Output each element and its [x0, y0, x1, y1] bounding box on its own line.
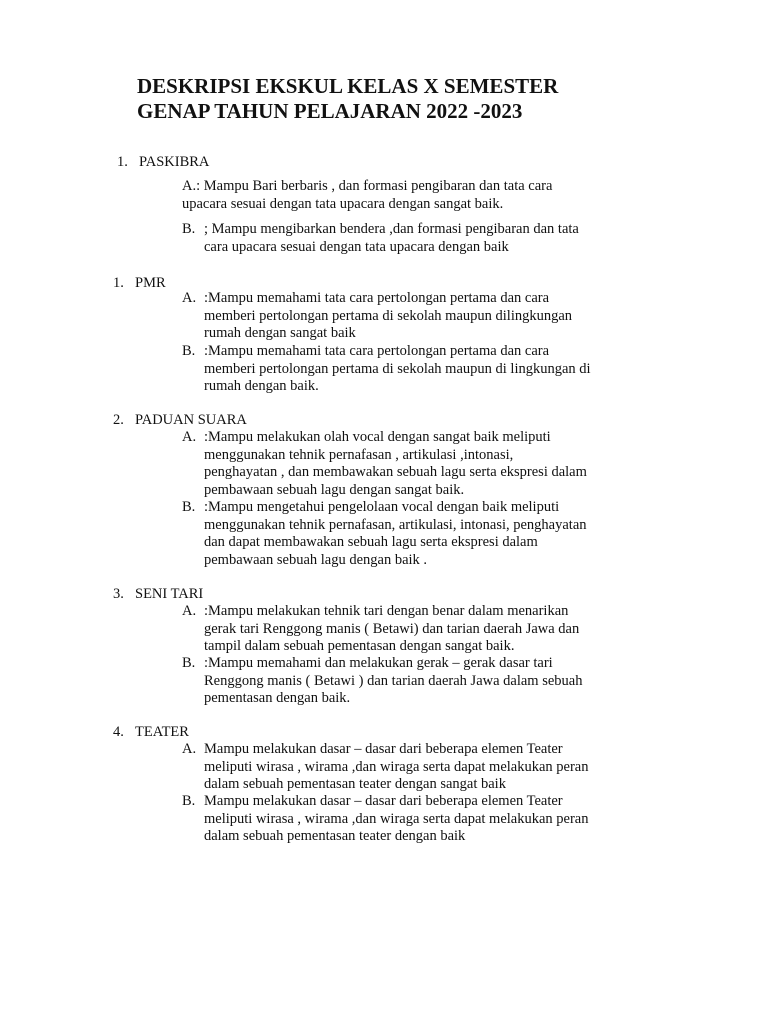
section-number: 2. — [113, 412, 124, 428]
section-name: PASKIBRA — [139, 154, 210, 170]
item-line: :Mampu melakukan tehnik tari dengan benar dalam menarikan — [204, 603, 569, 619]
pmr-item-a — [182, 290, 572, 343]
item-line: pembawaan sebuah lagu dengan baik . — [204, 551, 428, 568]
item-line: rumah dengan baik. — [204, 378, 319, 395]
item-marker: A. — [182, 290, 197, 306]
section-heading-paskibra — [117, 153, 209, 171]
item-line: memberi pertolongan pertama di sekolah maupun di lingkungan di — [204, 360, 591, 377]
document-title — [137, 74, 697, 124]
section-heading-teater — [113, 723, 189, 741]
item-line: Mampu melakukan dasar – dasar dari beberapa elemen Teater — [204, 793, 563, 809]
seni-tari-item-a — [182, 603, 579, 656]
item-line: penghayatan , dan membawakan sebuah lagu serta ekspresi dalam — [204, 464, 587, 481]
teater-item-a — [182, 741, 589, 794]
item-line: meliputi wirasa , wirama ,dan wiraga serta dapat melakukan peran — [204, 810, 589, 827]
section-name: PMR — [135, 275, 166, 291]
item-line: tampil dalam sebuah pementasan dengan sangat baik. — [204, 638, 515, 655]
item-marker: A. — [182, 741, 197, 757]
item-line: :Mampu mengetahui pengelolaan vocal dengan baik meliputi — [204, 499, 560, 515]
item-line: upacara sesuai dengan tata upacara dengan sangat baik. — [182, 195, 504, 212]
item-line: cara upacara sesuai dengan tata upacara dengan baik — [204, 238, 509, 255]
item-line: pembawaan sebuah lagu dengan sangat baik. — [204, 481, 465, 498]
item-line: meliputi wirasa , wirama ,dan wiraga serta dapat melakukan peran — [204, 758, 589, 775]
item-marker: B. — [182, 221, 196, 237]
section-name: PADUAN SUARA — [135, 412, 247, 428]
section-number: 1. — [117, 154, 128, 170]
item-marker: B. — [182, 655, 196, 671]
item-line: :Mampu memahami tata cara pertolongan pertama dan cara — [204, 290, 550, 306]
section-heading-paduan-suara — [113, 411, 247, 429]
section-heading-seni-tari — [113, 585, 203, 603]
item-line: :Mampu memahami dan melakukan gerak – gerak dasar tari — [204, 655, 553, 671]
item-line: memberi pertolongan pertama di sekolah maupun dilingkungan — [204, 307, 573, 324]
item-line: rumah dengan sangat baik — [204, 325, 356, 342]
item-marker: B. — [182, 793, 196, 809]
item-line: Renggong manis ( Betawi ) dan tarian daerah Jawa dalam sebuah — [204, 672, 583, 689]
paduan-suara-item-b — [182, 499, 587, 569]
item-line: pementasan dengan baik. — [204, 690, 351, 707]
paskibra-item-a — [182, 178, 552, 213]
paduan-suara-item-a — [182, 429, 587, 499]
seni-tari-item-b — [182, 655, 582, 708]
section-name: SENI TARI — [135, 586, 204, 602]
item-line: menggunakan tehnik pernafasan, artikulasi, intonasi, penghayatan — [204, 516, 587, 533]
item-line: gerak tari Renggong manis ( Betawi) dan tarian daerah Jawa dan — [204, 620, 580, 637]
item-line: Mampu melakukan dasar – dasar dari beberapa elemen Teater — [204, 741, 563, 757]
section-number: 3. — [113, 586, 124, 602]
item-line: dalam sebuah pementasan teater dengan sangat baik — [204, 776, 506, 793]
section-name: TEATER — [135, 724, 189, 740]
item-line: :Mampu memahami tata cara pertolongan pertama dan cara — [204, 343, 550, 359]
item-line: :Mampu melakukan olah vocal dengan sangat baik meliputi — [204, 429, 551, 445]
pmr-item-b — [182, 343, 591, 396]
title-line-2: GENAP TAHUN PELAJARAN 2022 -2023 — [137, 99, 523, 123]
item-marker: A. — [182, 429, 197, 445]
section-number: 1. — [113, 275, 124, 291]
section-number: 4. — [113, 724, 124, 740]
paskibra-item-b — [182, 221, 579, 256]
item-marker: B. — [182, 343, 196, 359]
item-marker: B. — [182, 499, 196, 515]
section-heading-pmr — [113, 274, 166, 292]
item-line: menggunakan tehnik pernafasan , artikulasi ,intonasi, — [204, 446, 514, 463]
item-line: ; Mampu mengibarkan bendera ,dan formasi pengibaran dan tata — [204, 221, 579, 237]
teater-item-b — [182, 793, 589, 846]
item-line: A.: Mampu Bari berbaris , dan formasi pengibaran dan tata cara — [182, 178, 553, 194]
title-line-1: DESKRIPSI EKSKUL KELAS X SEMESTER — [137, 74, 559, 98]
item-line: dalam sebuah pementasan teater dengan baik — [204, 828, 466, 845]
item-marker: A. — [182, 603, 197, 619]
item-line: dan dapat membawakan sebuah lagu serta ekspresi dalam — [204, 534, 538, 551]
